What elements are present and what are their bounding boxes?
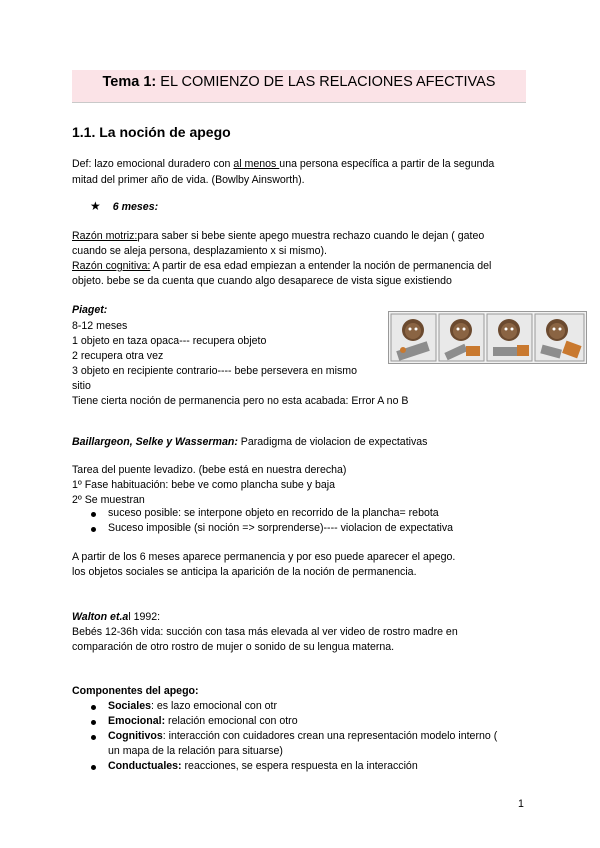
six-months-label: 6 meses: xyxy=(112,201,159,213)
component-term: Conductuales: xyxy=(108,760,182,772)
walton-heading: Walton et.a xyxy=(72,611,129,623)
component-text: reacciones, se espera respuesta en la interacción xyxy=(181,760,418,772)
definition-line-2: mitad del primer año de vida. (Bowlby Ainsworth). xyxy=(72,174,305,186)
list-item xyxy=(108,713,298,729)
bullet-dot-icon xyxy=(91,735,96,740)
piaget-illustration xyxy=(388,311,587,364)
six-months-item xyxy=(90,199,158,213)
page-title xyxy=(72,74,526,90)
definition-underlined: al menos xyxy=(233,158,280,170)
panel-3 xyxy=(487,314,532,361)
bullet-dot-icon xyxy=(91,512,96,517)
baillargeon-task: Tarea del puente levadizo. (bebe está en nuestra derecha) xyxy=(72,464,347,476)
permanence-line-1: A partir de los 6 meses aparece permanencia y por eso puede aparecer el apego. xyxy=(72,551,456,563)
motriz-label: Razón motriz: xyxy=(72,230,138,242)
baillargeon-phase-2: 2º Se muestran xyxy=(72,494,145,506)
baillargeon-heading: Baillargeon, Selke y Wasserman: xyxy=(72,436,238,448)
cognitiva-line-2: objeto. bebe se da cuenta que cuando algo desaparece de vista sigue existiendo xyxy=(72,275,452,287)
piaget-line: 8-12 meses xyxy=(72,320,128,332)
walton-line-1: Bebés 12-36h vida: succión con tasa más elevada al ver video de rostro madre en xyxy=(72,626,458,638)
title-underline xyxy=(72,102,526,103)
list-item xyxy=(108,728,497,744)
cognitiva-label: Razón cognitiva: xyxy=(72,260,151,272)
cognitiva-text: A partir de esa edad empiezan a entender la noción de permanencia del xyxy=(150,260,492,272)
panel-2 xyxy=(439,314,484,361)
piaget-heading: Piaget: xyxy=(72,304,108,316)
title-text: EL COMIENZO DE LAS RELACIONES AFECTIVAS xyxy=(156,74,496,90)
permanence-line-2: los objetos sociales se anticipa la aparición de la noción de permanencia. xyxy=(72,566,417,578)
list-item xyxy=(108,698,277,714)
cognitiva-line-1 xyxy=(72,258,491,274)
panel-4 xyxy=(535,314,584,361)
baillargeon-line xyxy=(72,434,427,450)
list-item-continuation: un mapa de la relación para situarse) xyxy=(108,745,283,757)
motriz-text: para saber si bebe siente apego muestra rechazo cuando le dejan ( gateo xyxy=(137,230,485,242)
walton-heading-line xyxy=(72,609,160,625)
components-heading: Componentes del apego: xyxy=(72,685,199,697)
baby-sequence-image xyxy=(389,312,586,363)
piaget-line: 1 objeto en taza opaca--- recupera objeto xyxy=(72,335,267,347)
motriz-line-1 xyxy=(72,228,484,244)
component-text: : es lazo emocional con otr xyxy=(151,700,278,712)
definition-text-cont: una persona específica a partir de la segunda xyxy=(279,158,495,170)
panel-1 xyxy=(391,314,436,361)
baillargeon-title: Paradigma de violacion de expectativas xyxy=(237,436,428,448)
star-bullet-icon: ★ xyxy=(90,199,101,213)
title-topic-label: Tema 1: xyxy=(102,74,157,90)
bullet-dot-icon xyxy=(91,720,96,725)
bullet-dot-icon xyxy=(91,765,96,770)
section-heading: 1.1. La noción de apego xyxy=(72,124,231,140)
component-text: relación emocional con otro xyxy=(165,715,298,727)
baillargeon-phase-1: 1º Fase habituación: bebe ve como plancha sube y baja xyxy=(72,479,336,491)
piaget-line: 2 recupera otra vez xyxy=(72,350,164,362)
walton-year: l 1992: xyxy=(128,611,161,623)
piaget-line: Tiene cierta noción de permanencia pero no esta acabada: Error A no B xyxy=(72,395,409,407)
walton-line-2: comparación de otro rostro de mujer o sonido de su lengua materna. xyxy=(72,641,395,653)
bullet-dot-icon xyxy=(91,527,96,532)
definition-text: Def: lazo emocional duradero con xyxy=(72,158,234,170)
page-number: 1 xyxy=(518,798,524,810)
component-term: Sociales xyxy=(108,700,151,712)
bullet-dot-icon xyxy=(91,705,96,710)
component-term: Cognitivos xyxy=(108,730,163,742)
definition-line-1 xyxy=(72,156,494,172)
piaget-line: sitio xyxy=(72,380,91,392)
motriz-line-2: cuando se aleja persona, desplazamiento x si mismo). xyxy=(72,245,327,257)
list-item: suceso posible: se interpone objeto en recorrido de la plancha= rebota xyxy=(108,507,439,519)
piaget-line: 3 objeto en recipiente contrario---- bebe persevera en mismo xyxy=(72,365,357,377)
list-item xyxy=(108,758,418,774)
component-term: Emocional: xyxy=(108,715,166,727)
component-text: : interacción con cuidadores crean una representación modelo interno ( xyxy=(162,730,498,742)
list-item: Suceso imposible (si noción => sorprenderse)---- violacion de expectativa xyxy=(108,522,454,534)
